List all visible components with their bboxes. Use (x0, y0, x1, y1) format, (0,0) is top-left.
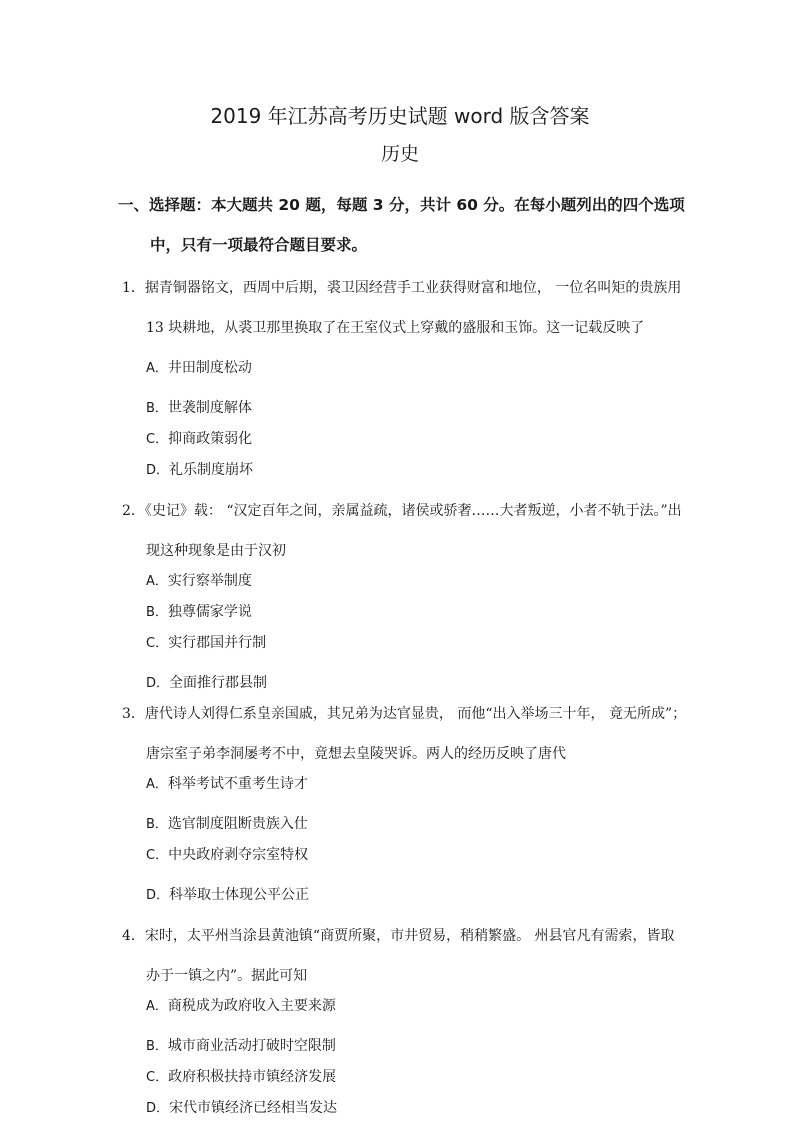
section-heading-line2: 中，只有一项最符合题目要求。 (150, 236, 368, 254)
question-3-option-b: B．选官制度阻断贵族入仕 (146, 816, 308, 832)
question-3-text: 3．唐代诗人刘得仁系皇亲国戚，其兄弟为达官显贵， 而他“出入举场三十年， 竟无所成”； (122, 706, 687, 722)
question-2-option-c: C．实行郡国并行制 (146, 635, 267, 651)
question-2-option-d: D．全面推行郡县制 (146, 675, 268, 691)
question-4-option-c: C．政府积极扶持市镇经济发展 (146, 1069, 337, 1085)
question-2-option-b: B．独尊儒家学说 (146, 604, 252, 620)
question-4-text-cont: 办于一镇之内”。据此可知 (146, 968, 308, 984)
question-1-option-a: A．井田制度松动 (146, 360, 252, 376)
question-3-text-cont: 唐宗室子弟李洞屡考不中，竟想去皇陵哭诉。两人的经历反映了唐代 (146, 746, 566, 762)
document-subtitle: 历史 (380, 143, 419, 165)
question-2-option-a: A．实行察举制度 (146, 573, 252, 589)
question-1-text: 1．据青铜器铭文，西周中后期，裘卫因经营手工业获得财富和地位， 一位名叫矩的贵族用 (122, 280, 682, 296)
question-3-option-c: C．中央政府剥夺宗室特权 (146, 847, 309, 863)
document-title: 2019 年江苏高考历史试题 word 版含答案 (210, 104, 590, 128)
question-3-option-a: A．科举考试不重考生诗才 (146, 776, 308, 792)
question-2-text-cont: 现这种现象是由于汉初 (146, 543, 286, 559)
question-3-option-d: D．科举取士体现公平公正 (146, 887, 310, 903)
question-4-option-a: A．商税成为政府收入主要来源 (146, 998, 336, 1014)
question-2-text: 2．《史记》载： “汉定百年之间，亲属益疏，诸侯或骄奢……大者叛逆，小者不轨于法。”出 (122, 503, 682, 519)
question-1-text-cont: 13 块耕地，从裘卫那里换取了在王室仪式上穿戴的盛服和玉饰。这一记载反映了 (146, 320, 645, 336)
section-heading-line1: 一、选择题：本大题共 20 题，每题 3 分，共计 60 分。在每小题列出的四个选项 (118, 196, 685, 214)
question-4-option-b: B．城市商业活动打破时空限制 (146, 1038, 336, 1054)
question-1-option-c: C．抑商政策弱化 (146, 431, 253, 447)
question-4-text: 4．宋时，太平州当涂县黄池镇“商贾所聚，市井贸易，稍稍繁盛。 州县官凡有需索，皆取 (122, 928, 675, 944)
question-4-option-d: D．宋代市镇经济已经相当发达 (146, 1100, 338, 1116)
question-1-option-b: B．世袭制度解体 (146, 400, 252, 416)
question-1-option-d: D．礼乐制度崩坏 (146, 462, 254, 478)
